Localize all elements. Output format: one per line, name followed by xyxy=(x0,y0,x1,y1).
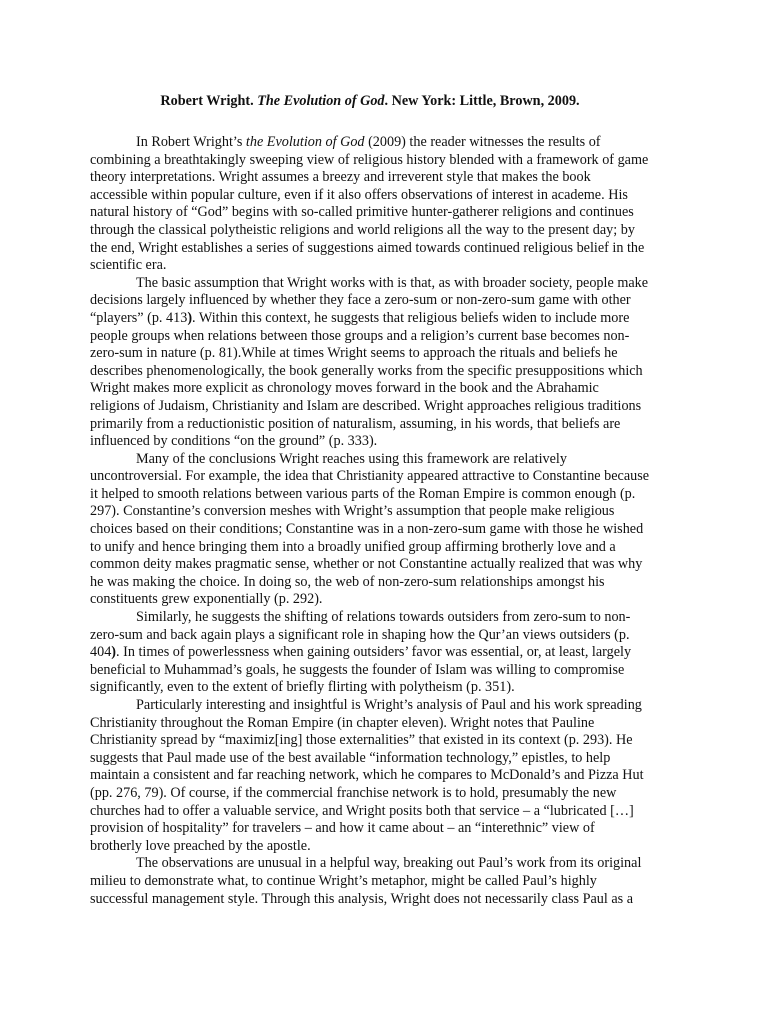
paragraph-3: Many of the conclusions Wright reaches using this framework are relatively uncontroversial. For example, the idea that Christianity appeared attractive to Constantine because it helped to smooth relations between various parts of the Roman Empire is common enough (p. 297). Constantine’s conversion meshes with Wright’s assumption that people make religious choices based on their conditions; Constantine was in a non-zero-sum game with those he wished to unify and hence bringing them into a broadly unified group affirming brotherly love and a common deity makes pragmatic sense, whether or not Constantine actually realized that was why he was making the choice. In doing so, the web of non-zero-sum relationships amongst his constituents grew exponentially (p. 292). xyxy=(90,450,650,608)
paragraph-2: The basic assumption that Wright works with is that, as with broader society, people make decisions largely influenced by whether they face a zero-sum or non-zero-sum game with other “players” (p. 413). Within this context, he suggests that religious beliefs widen to include more people groups when relations between those groups and a religion’s current base becomes non-zero-sum in nature (p. 81).While at times Wright seems to approach the rituals and beliefs he describes phenomenologically, the book generally works from the specific presuppositions which Wright makes more explicit as chronology moves forward in the book and the Abrahamic religions of Judaism, Christianity and Islam are described. Wright approaches religious traditions primarily from a reductionistic position of naturalism, assuming, in his words, that beliefs are influenced by conditions “on the ground” (p. 333). xyxy=(90,274,649,450)
citation-heading xyxy=(90,92,650,110)
citation-publication: . New York: Little, Brown, 2009. xyxy=(384,93,580,109)
citation-book-title: The Evolution of God xyxy=(257,93,385,109)
citation-author: Robert Wright. xyxy=(160,93,254,109)
book-title-inline: the Evolution of God xyxy=(245,134,365,150)
paragraph-6: The observations are unusual in a helpful way, breaking out Paul’s work from its original milieu to demonstrate what, to continue Wright’s metaphor, might be called Paul’s highly successful management style. Through this analysis, Wright does not necessarily class Paul as a xyxy=(90,855,642,907)
paragraph-5: Particularly interesting and insightful is Wright’s analysis of Paul and his work spreading Christianity throughout the Roman Empire (in chapter eleven). Wright notes that Pauline Christianity spread by “maximiz[ing] those externalities” that existed in its context (p. 293). He suggests that Paul made use of the best available “information technology,” epistles, to help maintain a consistent and far reaching network, which he compares to McDonald’s and Pizza Hut (pp. 276, 79). Of course, if the commercial franchise network is to hold, presumably the new churches had to offer a valuable service, and Wright posits both that service – a “lubricated […] provision of hospitality” for travelers – and how it came about – an “interethnic” view of brotherly love preached by the apostle. xyxy=(90,697,644,854)
paragraph-4: Similarly, he suggests the shifting of relations towards outsiders from zero-sum to non-zero-sum and back again plays a significant role in shaping how the Qur’an views outsiders (p. 404). In times of powerlessness when gaining outsiders’ favor was essential, or, at least, largely beneficial to Muhammad’s goals, he suggests the founder of Islam was willing to compromise significantly, even to the extent of briefly flirting with polytheism (p. 351). xyxy=(90,609,632,696)
review-body xyxy=(90,134,650,908)
paragraph-1: In Robert Wright’s the Evolution of God (2009) the reader witnesses the results of combining a breathtakingly sweeping view of religious history blended with a framework of game theory interpretations. Wright assumes a breezy and irreverent style that makes the book accessible within popular culture, even if it also offers observations of interest in academe. His natural history of “God” begins with so-called primitive hunter-gatherer religions and continues through the classical polytheistic religions and world religions all the way to the present day; by the end, Wright establishes a series of suggestions aimed towards continued religious belief in the scientific era. xyxy=(90,134,649,274)
